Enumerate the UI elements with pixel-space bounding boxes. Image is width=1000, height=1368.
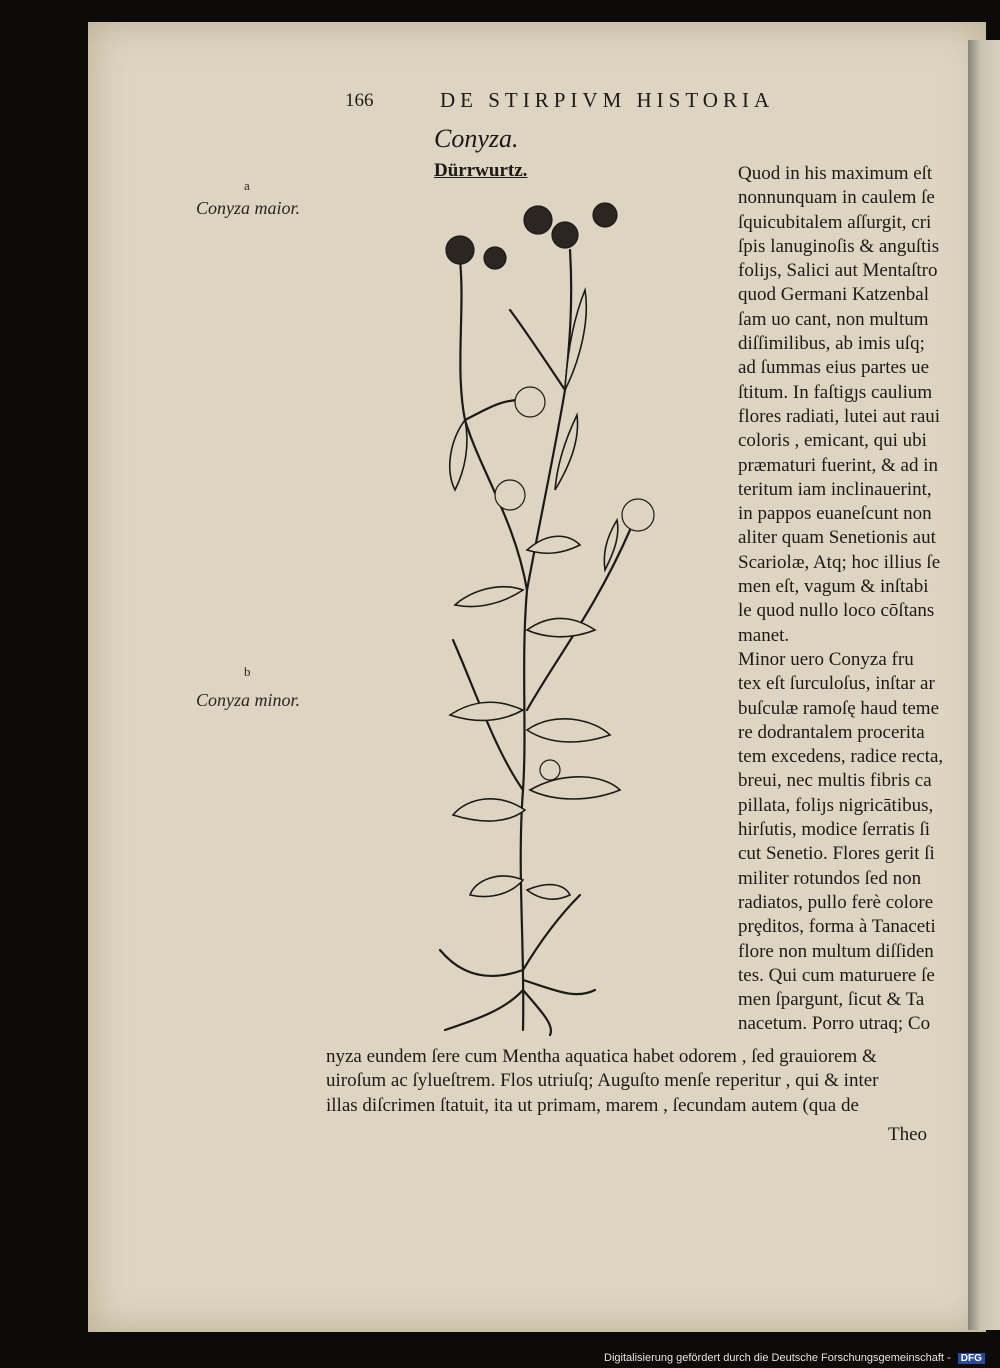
text-line: ad ſummas eius partes ue (738, 357, 930, 379)
entry-title: Conyza. (434, 124, 519, 153)
text-line: militer rotundos ſed non (738, 867, 922, 889)
text-line: Minor uero Conyza fru (738, 648, 914, 670)
text-line: flore non multum diſſiden (738, 940, 934, 962)
text-line: uiroſum ac ſylueſtrem. Flos utriuſq; Auguſto menſe reperitur , qui & inter (326, 1070, 879, 1092)
catchword: Theo (888, 1124, 928, 1145)
margin-note-conyza-minor: Conyza minor. (196, 690, 301, 710)
text-line: breui, nec multis fibris ca (738, 770, 932, 792)
margin-note-conyza-maior: Conyza maior. (196, 198, 301, 218)
text-line: men ſpargunt, ſicut & Ta (738, 989, 925, 1011)
entry-vernacular: Dürrwurtz. (434, 160, 528, 181)
full-width-text (326, 1045, 986, 1118)
text-line: pillata, foliȷs nigricātibus, (738, 794, 934, 816)
margin-letter-a: a (244, 178, 250, 193)
margin-letter-b: b (244, 664, 251, 679)
text-line: ſpis lanuginoſis & anguſtis (738, 235, 940, 257)
text-line: nonnunquam in caulem ſe (738, 187, 935, 209)
dfg-logo: DFG (958, 1353, 985, 1364)
text-line: illas diſcrimen ſtatuit, ita ut primam, marem , ſecundam autem (qua de (326, 1094, 859, 1116)
text-line: in pappos euaneſcunt non (738, 503, 932, 525)
digitization-credit (604, 1352, 985, 1364)
text-line: coloris , emicant, qui ubi (738, 430, 927, 452)
text-line: tex eſt ſurculoſus, inſtar ar (738, 673, 935, 695)
woodcut-illustration (405, 190, 685, 1040)
running-head (345, 86, 865, 120)
text-line: quod Germani Katzenbal (738, 284, 929, 306)
text-line: flores radiati, lutei aut raui (738, 405, 941, 427)
text-line: præmaturi fuerint, & ad in (738, 454, 938, 476)
text-line: tes. Qui cum maturuere ſe (738, 964, 935, 986)
text-line: le quod nullo loco cōſtans (738, 600, 935, 622)
text-line: re dodrantalem procerita (738, 721, 925, 743)
text-line: ſtitum. In faſtigȷs caulium (738, 381, 933, 403)
text-line: aliter quam Senetionis aut (738, 527, 936, 549)
text-line: hirſutis, modice ſerratis ſi (738, 819, 931, 841)
text-line: Scariolæ, Atq; hoc illius ſe (738, 551, 941, 573)
text-line: nacetum. Porro utraq; Co (738, 1013, 931, 1035)
text-line: foliȷs, Salici aut Mentaſtro (738, 260, 938, 282)
running-title: DE STIRPIVM HISTORIA (440, 88, 775, 112)
text-line: radiatos, pullo ferè colore (738, 891, 934, 913)
text-line: diſſimilibus, ab imis uſq; (738, 333, 925, 355)
credit-text: Digitalisierung gefördert durch die Deutsche Forschungsgemeinschaft - (604, 1352, 951, 1364)
text-line: manet. (738, 624, 790, 646)
text-column (738, 162, 978, 1037)
text-line: buſculæ ramoſę haud teme (738, 697, 940, 719)
text-line: Quod in his maximum eſt (738, 163, 933, 184)
text-line: ſam uo cant, non multum (738, 308, 929, 330)
text-line: nyza eundem ſere cum Mentha aquatica habet odorem , ſed grauiorem & (326, 1046, 877, 1067)
text-line: teritum iam inclinauerint, (738, 478, 932, 500)
text-line: ſquicubitalem aſſurgit, cri (738, 211, 932, 233)
page-number: 166 (345, 90, 374, 111)
text-line: men eſt, vagum & inſtabi (738, 576, 929, 598)
text-line: prȩditos, forma à Tanaceti (738, 916, 936, 938)
text-line: tem excedens, radice recta, (738, 746, 944, 768)
text-line: cut Senetio. Flores gerit ſi (738, 843, 935, 865)
